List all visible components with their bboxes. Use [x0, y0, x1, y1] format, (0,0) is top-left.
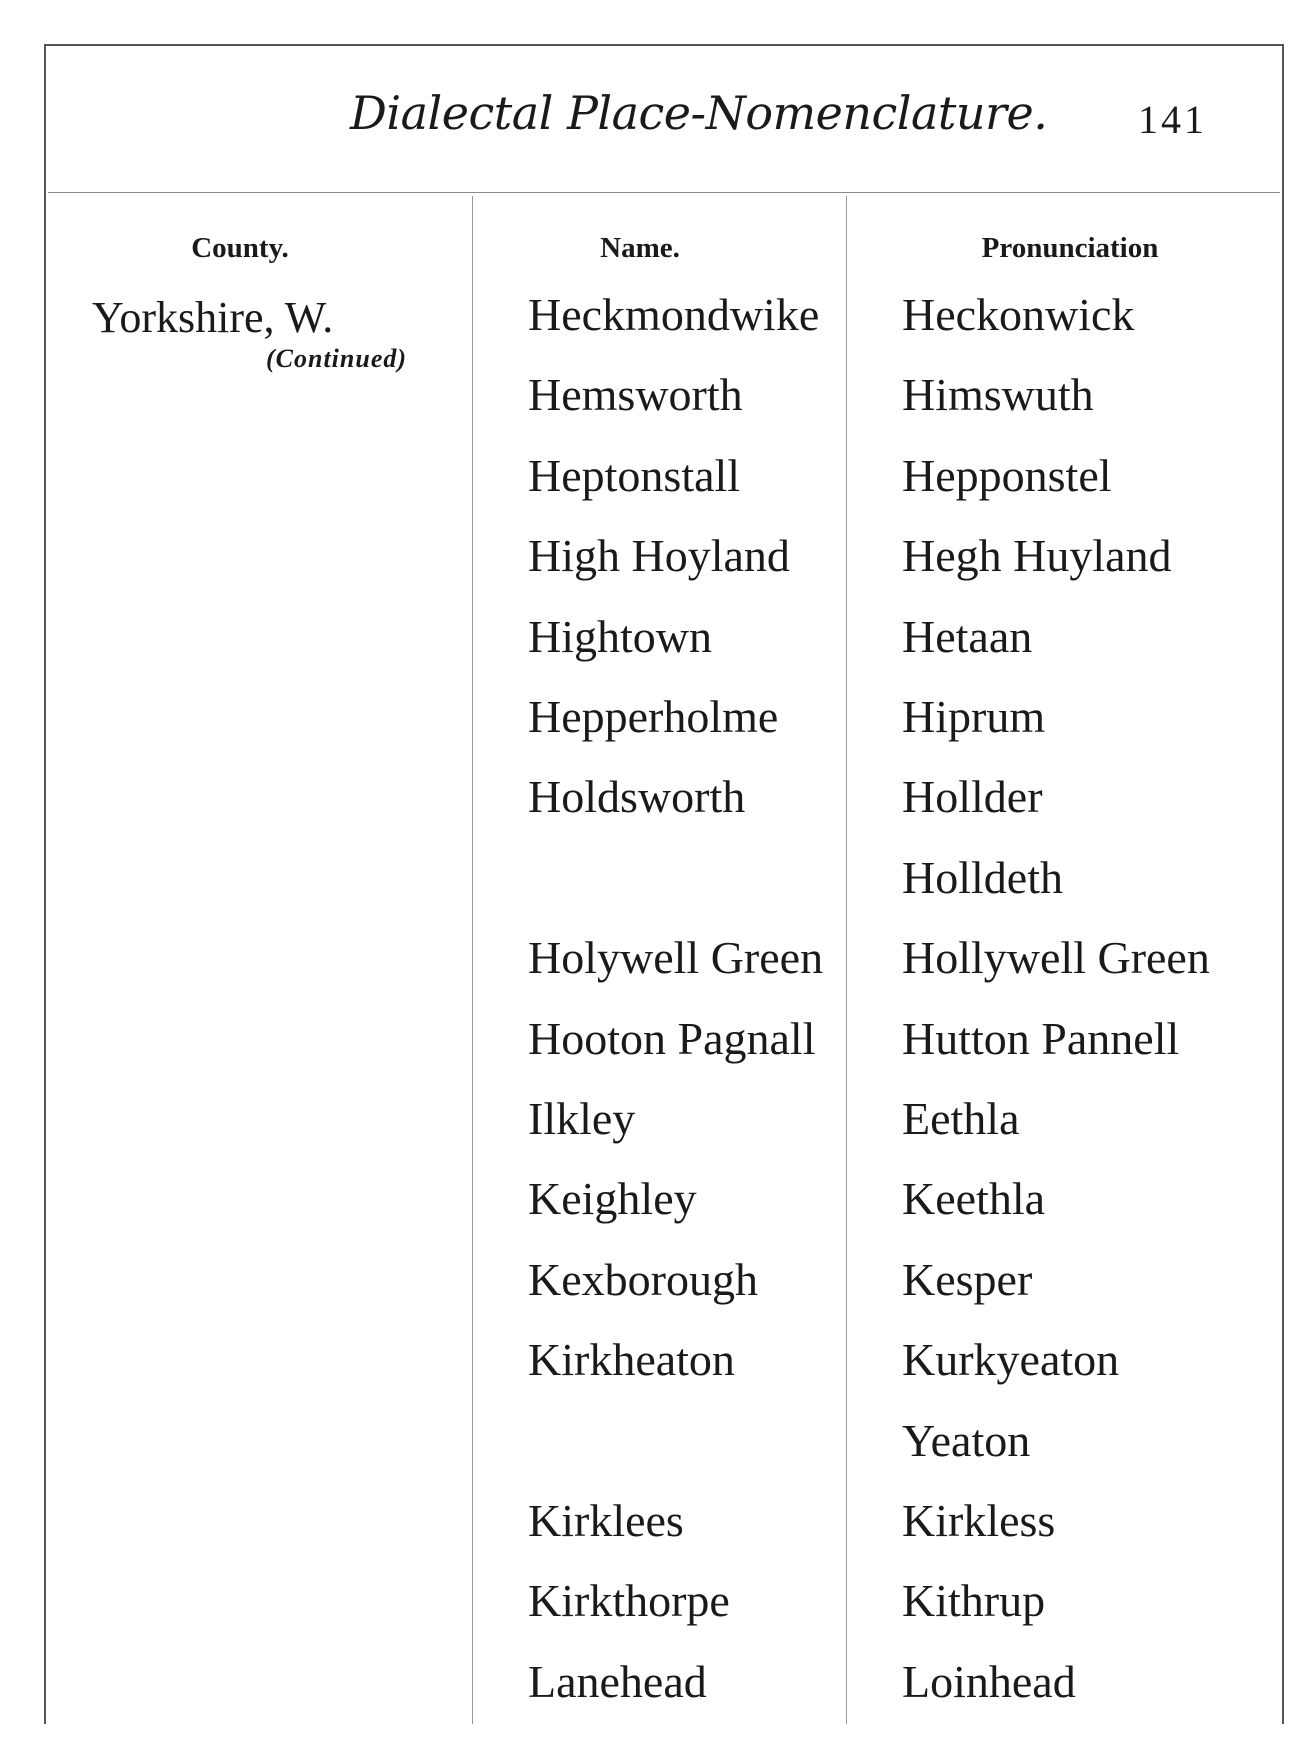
place-pronunciation: Hollywell Green: [902, 932, 1210, 983]
place-name: Holdsworth: [528, 771, 746, 822]
place-pronunciation: Eethla: [902, 1093, 1020, 1144]
place-name: Hemsworth: [528, 369, 743, 420]
place-pronunciation: Hegh Huyland: [902, 530, 1172, 581]
place-name: Hightown: [528, 611, 712, 662]
place-pronunciation: Hetaan: [902, 611, 1033, 662]
place-pronunciation: Loinhead: [902, 1656, 1076, 1707]
place-name: Holywell Green: [528, 932, 824, 983]
place-name: Keighley: [528, 1173, 697, 1224]
place-name: Kirkheaton: [528, 1334, 735, 1385]
place-pronunciation: Himswuth: [902, 369, 1094, 420]
place-pronunciation: Kirkless: [902, 1495, 1056, 1546]
county-continued-note: (Continued): [266, 344, 408, 373]
place-pronunciation: Heckonwick: [902, 289, 1135, 340]
place-name: High Hoyland: [528, 530, 790, 581]
place-name: Heckmondwike: [528, 289, 820, 340]
page-number: 141: [1138, 97, 1207, 142]
place-name: Kirklees: [528, 1495, 684, 1546]
column-divider-name-pronunciation: [846, 196, 847, 1724]
county-name: Yorkshire, W.: [92, 293, 334, 342]
place-pronunciation: Kithrup: [902, 1575, 1046, 1626]
place-pronunciation: Holldeth: [902, 852, 1063, 903]
running-title: Dialectal Place-Nomenclature.: [350, 86, 1048, 140]
place-pronunciation: Hollder: [902, 771, 1043, 822]
place-pronunciation: Yeaton: [902, 1415, 1031, 1466]
left-rule: [44, 44, 46, 1724]
place-name: Kexborough: [528, 1254, 758, 1305]
header-rule: [48, 192, 1280, 193]
right-rule: [1282, 44, 1284, 1724]
place-name: Lanehead: [528, 1656, 707, 1707]
column-header-name: Name.: [600, 232, 680, 264]
place-pronunciation: Kesper: [902, 1254, 1033, 1305]
place-pronunciation: Keethla: [902, 1173, 1046, 1224]
column-divider-county-name: [472, 196, 473, 1724]
place-name: Kirkthorpe: [528, 1575, 730, 1626]
place-name: Ilkley: [528, 1093, 636, 1144]
place-name: Heptonstall: [528, 450, 741, 501]
place-name: Hooton Pagnall: [528, 1013, 816, 1064]
column-header-county: County.: [191, 232, 289, 264]
place-name: Hepperholme: [528, 691, 779, 742]
place-pronunciation: Hiprum: [902, 691, 1046, 742]
column-header-pronunciation: Pronunciation: [981, 232, 1159, 264]
place-pronunciation: Hutton Pannell: [902, 1013, 1180, 1064]
top-rule: [44, 44, 1284, 46]
place-pronunciation: Kurkyeaton: [902, 1334, 1120, 1385]
place-pronunciation: Hepponstel: [902, 450, 1112, 501]
